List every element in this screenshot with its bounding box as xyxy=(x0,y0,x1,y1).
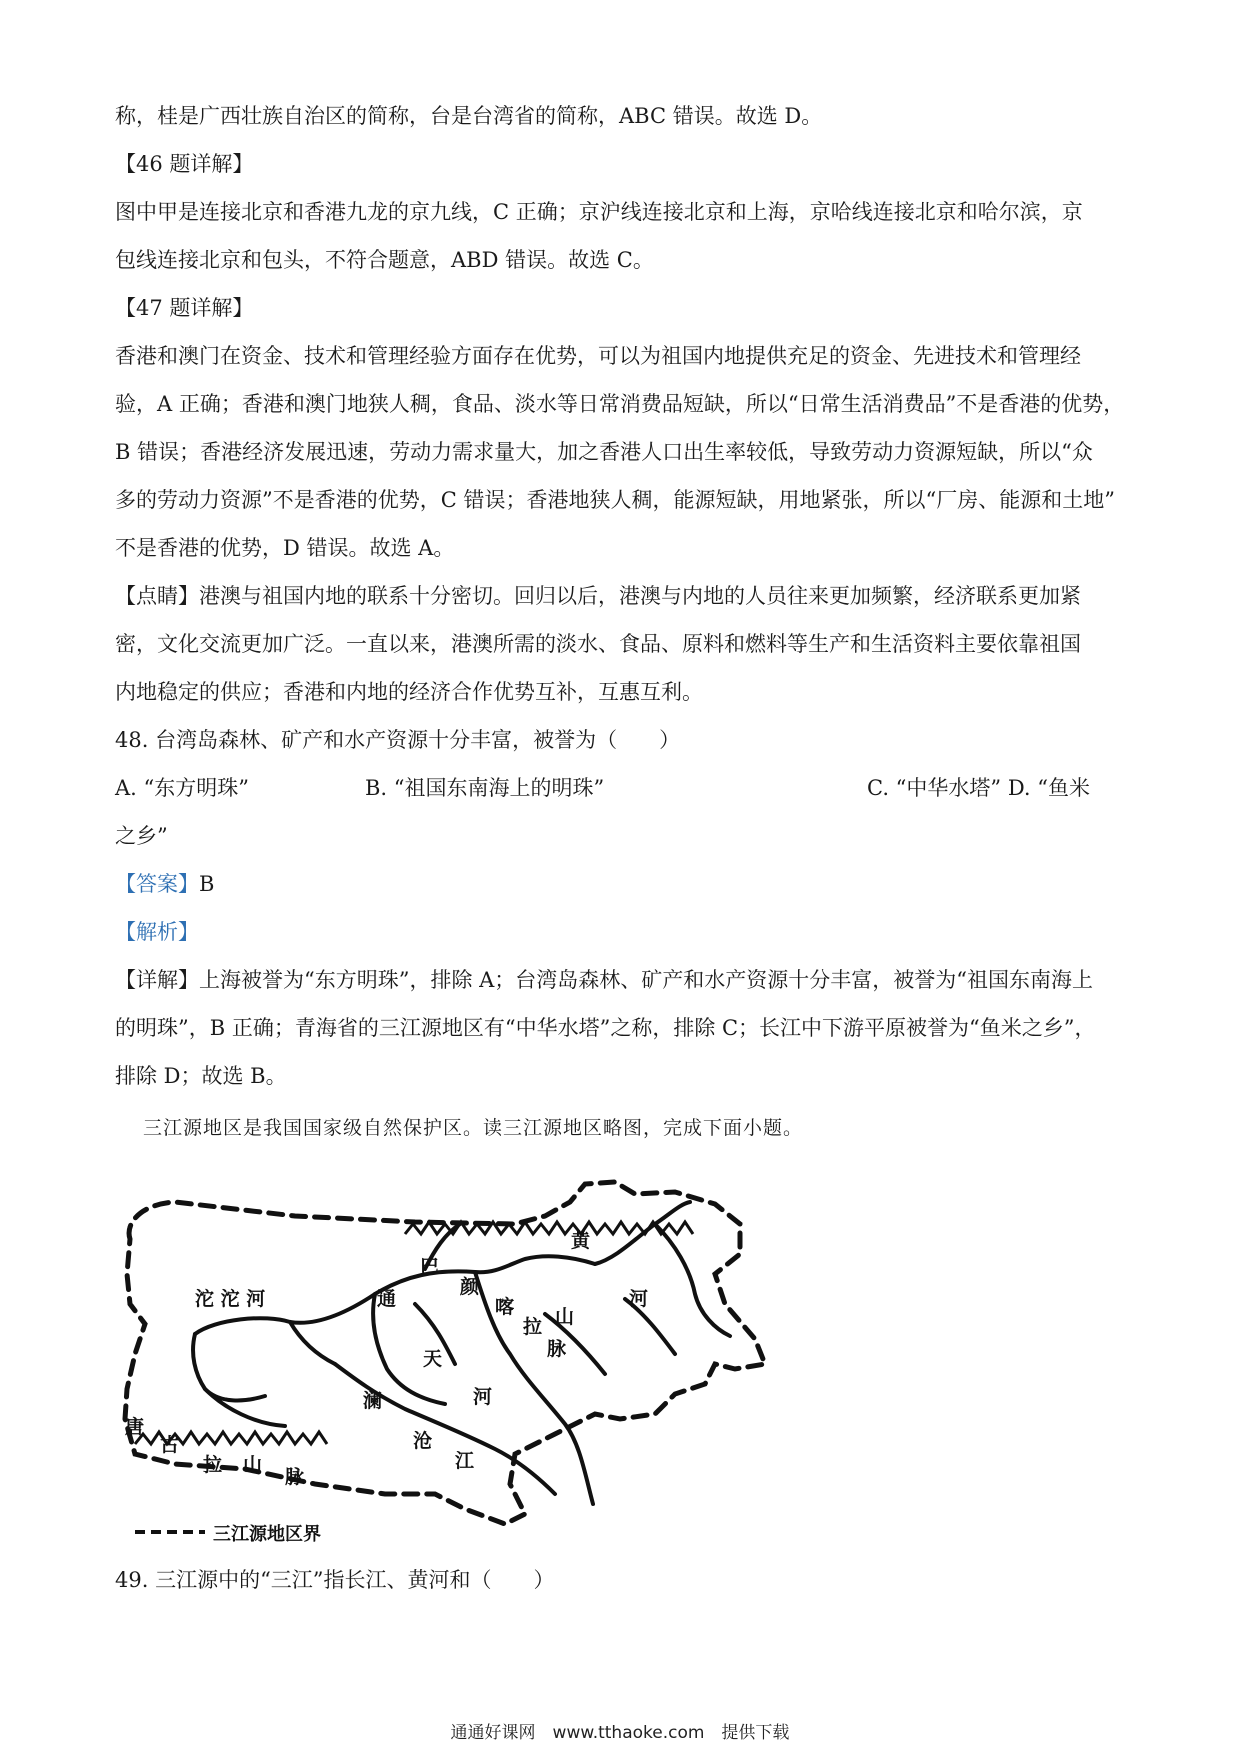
tip-line: 密，文化交流更加广泛。一直以来，港澳所需的淡水、食品、原料和燃料等生产和生活资料主要依靠祖国 xyxy=(115,632,1081,656)
label-tanggula-2: 古 xyxy=(160,1434,180,1456)
label-yellow-river-1: 黄 xyxy=(571,1230,591,1252)
answer-line xyxy=(115,860,1125,908)
text-line: 多的劳动力资源”不是香港的优势，C 错误；香港地狭人稠，能源短缺，用地紧张，所以“厂房、能源和土地” xyxy=(115,488,1115,512)
section-heading-47: 【47 题详解】 xyxy=(115,296,254,320)
label-tanggula-5: 脉 xyxy=(285,1466,305,1488)
answer-label: 【答案】 xyxy=(115,872,199,896)
text-line: 香港和澳门在资金、技术和管理经验方面存在优势，可以为祖国内地提供充足的资金、先进技术和管理经 xyxy=(115,344,1081,368)
detail-line: 【详解】上海被誉为“东方明珠”，排除 A；台湾岛森林、矿产和水产资源十分丰富，被誉为“祖国东南海上 xyxy=(115,968,1094,992)
label-tongtian-2: 天 xyxy=(423,1348,443,1370)
text-line: 称，桂是广西壮族自治区的简称，台是台湾省的简称，ABC 错误。故选 D。 xyxy=(115,104,823,128)
legend-label: 三江源地区界 xyxy=(213,1524,321,1545)
detail-line: 的明珠”，B 正确；青海省的三江源地区有“中华水塔”之称，排除 C；长江中下游平原被誉为“鱼米之乡”， xyxy=(115,1016,1096,1040)
option-b: B. “祖国东南海上的明珠” xyxy=(365,776,605,800)
option-d-continued: 之乡” xyxy=(115,824,168,848)
map-drawing xyxy=(115,1164,835,1544)
text-line: B 错误；香港经济发展迅速，劳动力需求量大，加之香港人口出生率较低，导致劳动力资源短缺，所以“众 xyxy=(115,440,1093,464)
text-line: 不是香港的优势，D 错误。故选 A。 xyxy=(115,536,455,560)
label-bayan-6: 脉 xyxy=(547,1338,567,1360)
label-tanggula-1: 唐 xyxy=(125,1416,145,1438)
page-footer: 通通好课网 www.tthaoke.com 提供下载 xyxy=(450,1723,790,1743)
label-bayan-2: 颜 xyxy=(460,1276,480,1298)
label-lancang-2: 沧 xyxy=(413,1430,433,1452)
question-48-options xyxy=(115,764,1125,812)
document-page xyxy=(115,92,1125,1604)
text-line: 验，A 正确；香港和澳门地狭人稠，食品、淡水等日常消费品短缺，所以“日常生活消费品”不是香港的优势， xyxy=(115,392,1125,416)
analysis-label: 【解析】 xyxy=(115,920,199,944)
label-tongtian-1: 通 xyxy=(377,1288,397,1310)
label-lancang-3: 江 xyxy=(455,1450,475,1472)
label-bayan-4: 拉 xyxy=(523,1316,543,1338)
detail-line: 排除 D；故选 B。 xyxy=(115,1064,287,1088)
label-bayan-5: 山 xyxy=(555,1306,575,1328)
option-a: A. “东方明珠” xyxy=(115,776,249,800)
label-yellow-river-2: 河 xyxy=(629,1288,649,1310)
label-tuotuo-river: 沱 沱 河 xyxy=(195,1288,266,1310)
option-c-d: C. “中华水塔” D. “鱼米 xyxy=(867,776,1090,800)
text-line: 包线连接北京和包头，不符合题意，ABD 错误。故选 C。 xyxy=(115,248,654,272)
map-intro: 三江源地区是我国国家级自然保护区。读三江源地区略图，完成下面小题。 xyxy=(143,1117,804,1139)
tip-line: 内地稳定的供应；香港和内地的经济合作优势互补，互惠互利。 xyxy=(115,680,703,704)
section-heading-46: 【46 题详解】 xyxy=(115,152,254,176)
label-tongtian-3: 河 xyxy=(473,1386,493,1408)
label-tanggula-3: 拉 xyxy=(203,1454,223,1476)
label-bayan-3: 喀 xyxy=(495,1296,515,1318)
question-48: 48. 台湾岛森林、矿产和水产资源十分丰富，被誉为（ ） xyxy=(115,728,681,752)
label-bayan-1: 巴 xyxy=(420,1256,440,1278)
label-lancang-1: 澜 xyxy=(363,1390,383,1412)
sanjiangyuan-map xyxy=(115,1164,835,1544)
tip-line: 【点睛】港澳与祖国内地的联系十分密切。回归以后，港澳与内地的人员往来更加频繁，经济联系更加紧 xyxy=(115,584,1081,608)
answer-value: B xyxy=(199,872,215,896)
label-tanggula-4: 山 xyxy=(243,1454,263,1476)
text-line: 图中甲是连接北京和香港九龙的京九线，C 正确；京沪线连接北京和上海，京哈线连接北京和哈尔滨，京 xyxy=(115,200,1083,224)
question-49: 49. 三江源中的“三江”指长江、黄河和（ ） xyxy=(115,1568,555,1592)
